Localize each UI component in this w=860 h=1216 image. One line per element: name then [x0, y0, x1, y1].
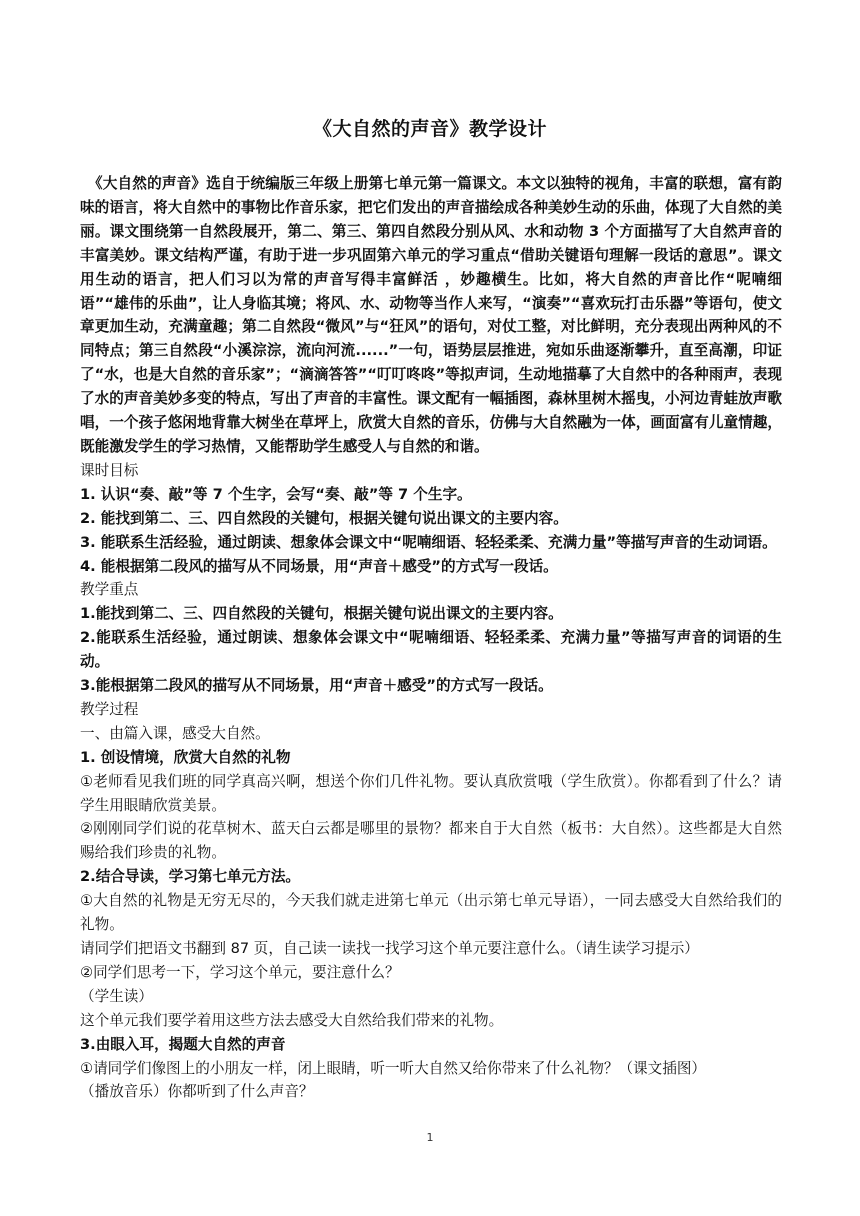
- text-line: 3.能根据第二段风的描写从不同场景，用“声音＋感受”的方式写一段话。: [80, 677, 553, 695]
- text-line: 课时目标: [80, 461, 139, 479]
- text-line: ②同学们思考一下，学习这个单元，要注意什么？: [80, 963, 400, 981]
- text-line: （播放音乐）你都听到了什么声音？: [80, 1083, 314, 1101]
- text-line: 教学过程: [80, 700, 139, 718]
- text-line: 4. 能根据第二段风的描写从不同场景，用“声音＋感受”的方式写一段话。: [80, 557, 558, 575]
- document-body: [80, 172, 782, 1104]
- text-line: 1. 创设情境，欣赏大自然的礼物: [80, 748, 291, 766]
- text-line: 2.能联系生活经验，通过朗读、想象体会课文中“呢喃细语、轻轻柔柔、充满力量”等描写声音的词语的生动。: [80, 629, 782, 671]
- text-line: 教学重点: [80, 581, 139, 599]
- document-title: 《大自然的声音》教学设计: [312, 118, 547, 140]
- text-line: 1. 认识“奏、敲”等 7 个生字，会写“奏、敲”等 7 个生字。: [80, 485, 472, 503]
- text-line: 这个单元我们要学着用这些方法去感受大自然给我们带来的礼物。: [80, 1011, 504, 1029]
- section-list: [80, 459, 782, 1104]
- text-line: 2.结合导读，学习第七单元方法。: [80, 868, 301, 886]
- text-line: ①大自然的礼物是无穷无尽的，今天我们就走进第七单元（出示第七单元导语），一同去感受大自然给我们的礼物。: [80, 892, 782, 934]
- text-line: 3. 能联系生活经验，通过朗读、想象体会课文中“呢喃细语、轻轻柔柔、充满力量”等描写声音的生动词语。: [80, 533, 777, 551]
- text-line: 1.能找到第二、三、四自然段的关键句，根据关键句说出课文的主要内容。: [80, 605, 563, 623]
- text-line: ①老师看见我们班的同学真高兴啊，想送个你们几件礼物。要认真欣赏哦（学生欣赏）。你都看到了什么？请学生用眼睛欣赏美景。: [80, 772, 782, 814]
- text-line: 3.由眼入耳，揭题大自然的声音: [80, 1035, 286, 1053]
- text-line: （学生读）: [80, 987, 153, 1005]
- text-line: 一、由篇入课，感受大自然。: [80, 724, 270, 742]
- text-line: ②刚刚同学们说的花草树木、蓝天白云都是哪里的景物？都来自于大自然（板书：大自然）。这些都是大自然赐给我们珍贵的礼物。: [80, 820, 782, 862]
- page-number: 1: [426, 1131, 434, 1144]
- intro-paragraph: 《大自然的声音》选自于统编版三年级上册第七单元第一篇课文。本文以独特的视角，丰富的联想，富有韵味的语言，将大自然中的事物比作音乐家，把它们发出的声音描绘成各种美妙生动的乐曲，体现了大自然的美丽。课文围绕第一自然段展开，第二、第三、第四自然段分别从风、水和动物 3 个方面描写了大自然声音的丰富美妙。课文结构严谨，有助于进一步巩固第六单元的学习重点“借助关键语句理解一段话的意思”。课文用生动的语言，把人们习以为常的声音写得丰富鲜活 ，妙趣横生。比如，将大自然的声音比作“呢喃细语”“雄伟的乐曲”，让人身临其境；将风、水、动物等当作人来写，“演奏”“喜欢玩打击乐器”等语句，使文章更加生动，充满童趣；第二自然段“微风”与“狂风”的语句，对仗工整，对比鲜明，充分表现出两种风的不同特点；第三自然段“小溪淙淙，流向河流......”一句，语势层层推进，宛如乐曲逐渐攀升，直至高潮，印证了“水，也是大自然的音乐家”；“滴滴答答”“叮叮咚咚”等拟声词，生动地描摹了大自然中的各种雨声，表现了水的声音美妙多变的特点，写出了声音的丰富性。课文配有一幅插图，森林里树木摇曳，小河边青蛙放声歌唱，一个孩子悠闲地背靠大树坐在草坪上，欣赏大自然的音乐，仿佛与大自然融为一体，画面富有儿童情趣，既能激发学生的学习热情，又能帮助学生感受人与自然的和谐。: [80, 175, 782, 455]
- text-line: 请同学们把语文书翻到 87 页，自己读一读找一找学习这个单元要注意什么。（请生读学习提示）: [80, 940, 699, 957]
- text-line: 2. 能找到第二、三、四自然段的关键句，根据关键句说出课文的主要内容。: [80, 509, 568, 527]
- text-line: ①请同学们像图上的小朋友一样，闭上眼睛，听一听大自然又给你带来了什么礼物？（课文插图）: [80, 1059, 707, 1077]
